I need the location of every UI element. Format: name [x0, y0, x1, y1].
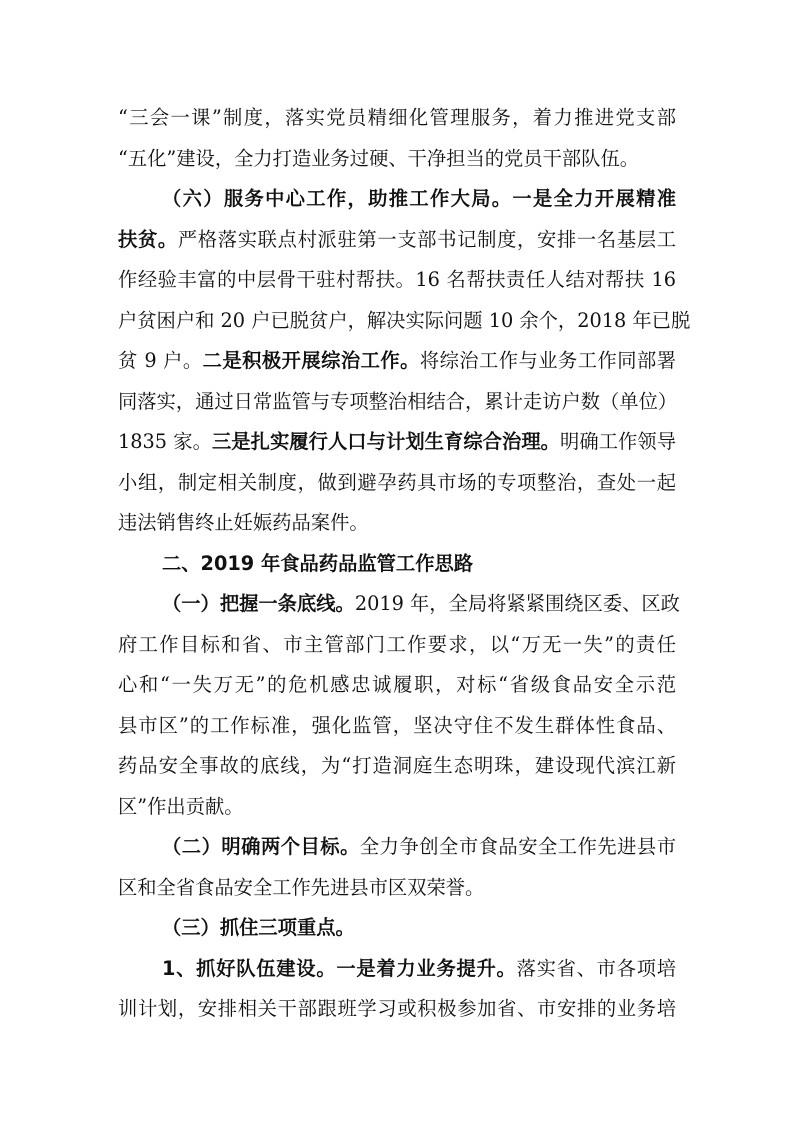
paragraph-bottom-line: [118, 584, 680, 827]
paragraph-two-goals: [118, 827, 676, 908]
bold-heading-text: 扶贫。: [118, 227, 178, 251]
text-line: 同落实，通过日常监管与专项整治相结合，累计走访户数（单位）: [118, 389, 678, 413]
text-line: “三会一课”制度，落实党员精细化管理服务，着力推进党支部: [118, 106, 676, 129]
text-line: [118, 908, 676, 949]
body-text: 明确工作领导: [560, 430, 677, 453]
text-line: “五化”建设，全力打造业务过硬、干净担当的党员干部队伍。: [118, 146, 640, 170]
text-line: 作经验丰富的中层骨干驻村帮扶。16 名帮扶责任人结对帮扶 16: [118, 268, 676, 291]
text-line: [118, 341, 676, 382]
text-line: [118, 584, 680, 625]
bold-heading-text: （二）明确两个目标。: [162, 835, 360, 858]
body-text: 2019 年，全局将紧紧围绕区委、区政: [354, 592, 680, 615]
body-text: 将综治工作与业务工作同部署: [419, 349, 677, 372]
paragraph-three-priorities: [118, 908, 676, 949]
text-line: 药品安全事故的底线，为“打造洞庭生态明珠，建设现代滨江新: [118, 754, 676, 777]
text-line: 县市区”的工作标准，强化监管，坚决守住不发生群体性食品、: [118, 713, 676, 737]
bold-heading-text: （一）把握一条底线。: [162, 592, 355, 615]
body-text: 贫 9 户。: [118, 349, 203, 372]
text-line: 违法销售终止妊娠药品案件。: [118, 511, 369, 534]
text-line: 训计划，安排相关干部跟班学习或积极参加省、市安排的业务培: [118, 997, 676, 1020]
text-line: 户贫困户和 20 户已脱贫户，解决实际问题 10 余个，2018 年已脱: [118, 308, 691, 332]
body-text: 1835 家。: [118, 430, 212, 453]
paragraph-team-building: [118, 949, 676, 1030]
body-text: 严格落实联点村派驻第一支部书记制度，安排一名基层工: [177, 227, 676, 251]
paragraph-party-building: [118, 98, 676, 179]
text-line: [118, 220, 676, 261]
bold-heading-text: 1、抓好队伍建设。一是着力业务提升。: [162, 956, 517, 980]
paragraph-serve-center-work: [118, 179, 691, 544]
document-page: [118, 98, 691, 1030]
bold-heading-text: （六）服务中心工作，助推工作大局。一是全力开展精准: [162, 187, 676, 210]
text-line: [118, 179, 676, 220]
text-line: 府工作目标和省、市主管部门工作要求，以“万无一失”的责任: [118, 632, 676, 656]
text-line: [118, 422, 676, 463]
bold-heading-text: 三是扎实履行人口与计划生育综合治理。: [211, 430, 561, 453]
body-text: 全力争创全市食品安全工作先进县市: [359, 835, 677, 858]
bold-heading-text: （三）抓住三项重点。: [162, 916, 355, 939]
text-line: 区”作出贡献。: [118, 794, 244, 818]
bold-heading-text: 二是积极开展综治工作。: [202, 349, 420, 372]
text-line: 心和“一失万无”的危机感忠诚履职，对标“省级食品安全示范: [118, 673, 676, 696]
text-line: 小组，制定相关制度，做到避孕药具市场的专项整治，查处一起: [118, 470, 676, 494]
text-line: 区和全省食品安全工作先进县市区双荣誉。: [118, 875, 485, 899]
section-heading: 二、2019 年食品药品监管工作思路: [162, 551, 474, 575]
text-line: [118, 827, 676, 868]
body-text: 落实省、市各项培: [516, 956, 677, 980]
text-line: [118, 949, 676, 990]
